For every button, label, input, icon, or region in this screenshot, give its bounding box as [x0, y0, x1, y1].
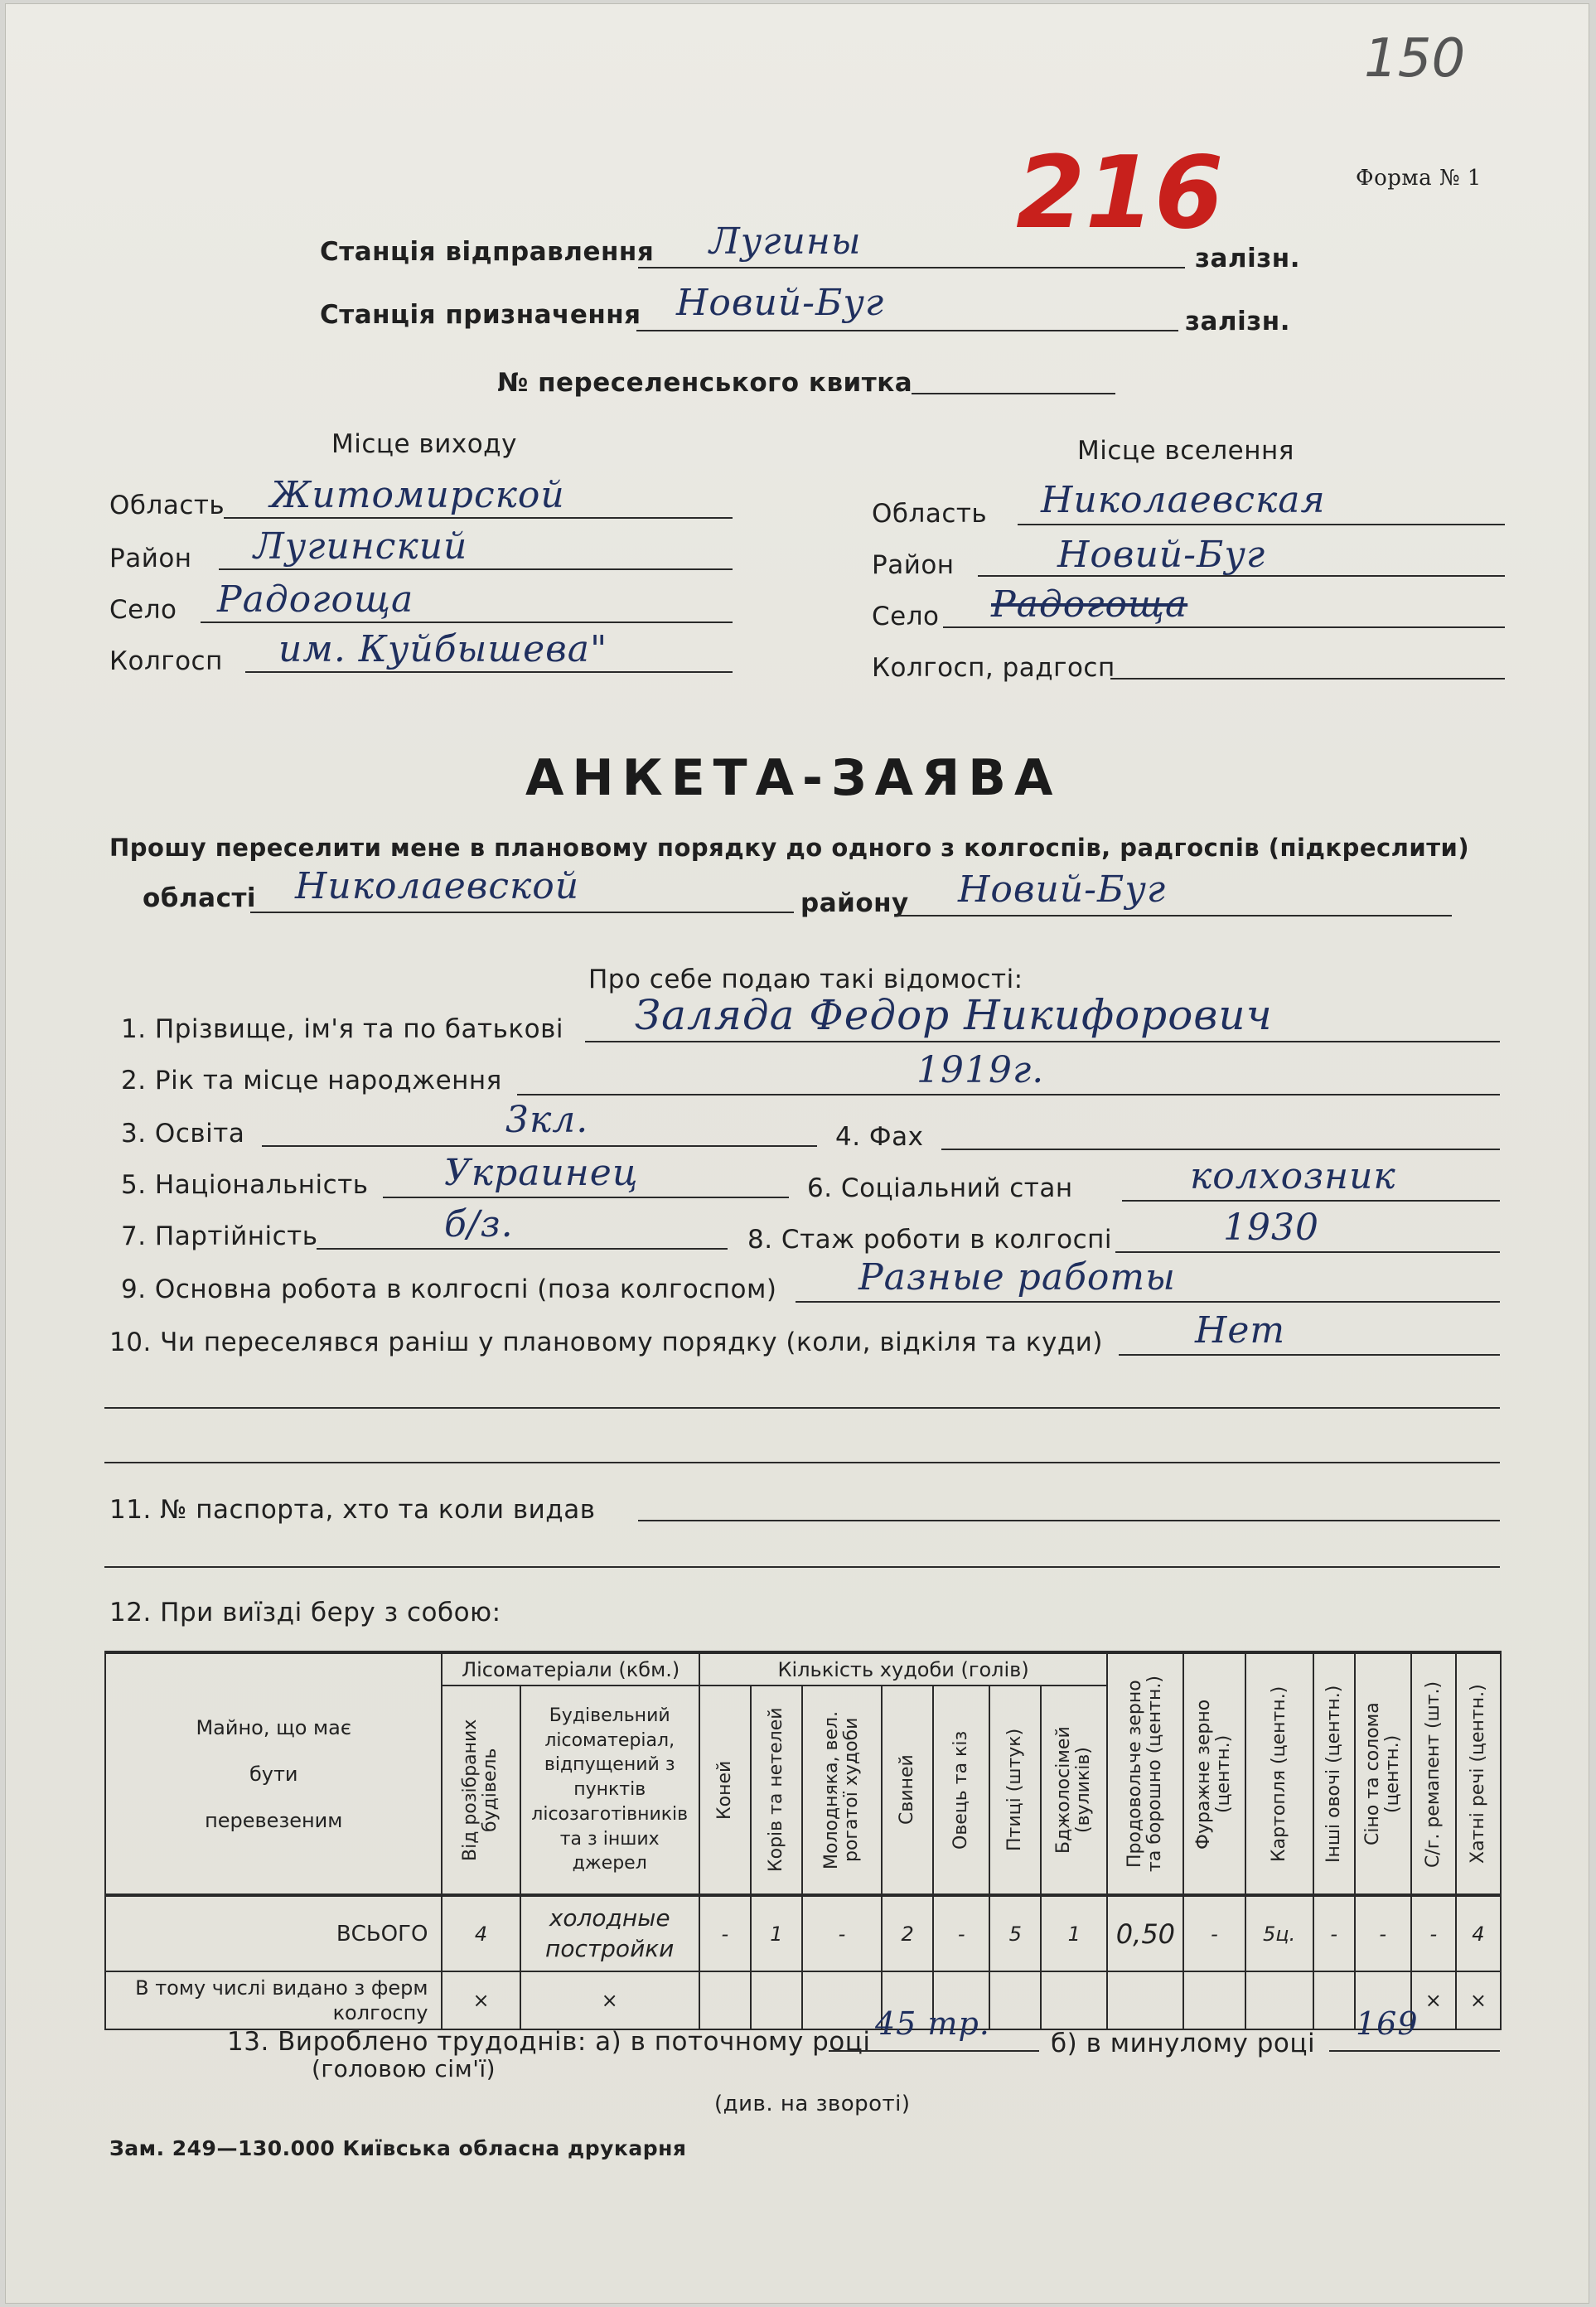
q13-past-value: 169 [1356, 2005, 1419, 2042]
q5-value: Украинец [444, 1152, 639, 1194]
ticket-number-label: № переселенського квитка [497, 368, 913, 398]
about-heading: Про себе подаю такі відомості: [588, 965, 1023, 994]
col-building: Будівельний лісоматеріал, відпущений з пунктів лісозаготівників та з інших джерел [520, 1686, 699, 1895]
red-case-number: 216 [1016, 136, 1224, 251]
form-number-label: Форма № 1 [1356, 166, 1482, 191]
col-hay: Сіно та солома (центн.) [1361, 1702, 1403, 1845]
q3-label: 3. Освіта [121, 1119, 245, 1149]
col-vegetables: Інші овочі (центн.) [1323, 1685, 1344, 1863]
livestock-group-header: Кількість худоби (голів) [699, 1652, 1108, 1686]
property-header-cell: Майно, що має бути перевезеним [105, 1652, 442, 1895]
origin-heading: Місце виходу [331, 429, 517, 459]
table-row-total: ВСЬОГО 4 холодные постройки - 1 - 2 - 5 1 0,50 - 5ц. - - - 4 [105, 1895, 1501, 1971]
q13-label: 13. Вироблено трудоднів: а) в поточному році [227, 2027, 871, 2057]
goods-table [104, 1651, 1502, 2030]
q3-value: 3кл. [505, 1099, 589, 1141]
destination-station-value: Новий-Буг [676, 282, 885, 324]
dest-selo-label: Село [872, 602, 940, 631]
origin-raion-label: Район [109, 544, 192, 573]
q8-value: 1930 [1223, 1207, 1319, 1249]
q7-value: б/з. [444, 1203, 514, 1245]
q4-label: 4. Фах [835, 1122, 924, 1152]
departure-rail-suffix: залізн. [1195, 244, 1300, 273]
departure-station-label: Станція відправлення [320, 237, 655, 267]
col-young: Молодняка, вел. рогатої худоби [820, 1710, 862, 1869]
col-household: Хатні речі (центн.) [1467, 1684, 1488, 1864]
origin-raion-value: Лугинский [254, 525, 468, 568]
q9-label: 9. Основна робота в колгоспі (поза колгоспом) [121, 1274, 777, 1304]
form-sheet [5, 3, 1589, 2304]
dest-raion-value: Новий-Буг [1057, 534, 1266, 576]
col-feed-grain: Фуражне зерно (центн.) [1193, 1698, 1235, 1850]
q13-sub: (головою сім'ї) [312, 2055, 496, 2082]
col-pigs: Свиней [897, 1754, 917, 1826]
printer-imprint: Зам. 249—130.000 Київська обласна друкарня [109, 2136, 687, 2160]
departure-station-value: Лугины [709, 220, 862, 263]
col-food-grain: Продовольче зерно та борошно (центн.) [1124, 1676, 1166, 1872]
origin-oblast-value: Житомирской [270, 474, 565, 516]
origin-oblast-label: Область [109, 491, 225, 520]
dest-kolhosp-label: Колгосп, радгосп [872, 653, 1115, 683]
q11-label: 11. № паспорта, хто та коли видав [109, 1495, 596, 1525]
col-tools: С/г. ремапент (шт.) [1422, 1680, 1444, 1868]
q5-label: 5. Національність [121, 1170, 369, 1200]
q7-label: 7. Партійність [121, 1221, 318, 1251]
q2-value: 1919г. [916, 1049, 1045, 1091]
request-text: Прошу переселити мене в плановому порядку до одного з колгоспів, радгоспів (підкреслити) [109, 834, 1470, 862]
origin-kolhosp-label: Колгосп [109, 646, 223, 676]
q8-label: 8. Стаж роботи в колгоспі [747, 1225, 1113, 1255]
col-sheep: Овець та кіз [950, 1730, 972, 1850]
origin-selo-value: Радогоща [217, 578, 414, 621]
destination-rail-suffix: залізн. [1185, 307, 1290, 336]
col-potatoes: Картопля (центн.) [1268, 1686, 1289, 1862]
q10-label: 10. Чи переселявся раніш у плановому порядку (коли, відкіля та куди) [109, 1328, 1103, 1357]
request-oblast-label: області [143, 883, 257, 913]
origin-selo-label: Село [109, 595, 177, 625]
q12-label: 12. При виїзді беру з собою: [109, 1598, 501, 1627]
destination-heading: Місце вселення [1077, 436, 1294, 466]
q9-value: Разные работы [858, 1256, 1176, 1299]
overleaf-note: (див. на звороті) [714, 2092, 911, 2116]
dest-oblast-value: Николаевская [1041, 479, 1326, 521]
q2-label: 2. Рік та місце народження [121, 1066, 502, 1095]
request-oblast-value: Николаевской [295, 865, 580, 907]
destination-station-label: Станція призначення [320, 300, 641, 330]
q13-current-value: 45 тр. [875, 2005, 990, 2042]
table-row-farm: В тому числі видано з ферм колгоспу × × × × [105, 1971, 1501, 2029]
col-cows: Корів та нетелей [765, 1707, 786, 1873]
q13-past-label: б) в минулому році [1051, 2029, 1316, 2058]
col-demolished: Від розібраних будівель [460, 1719, 501, 1861]
archive-page-number: 150 [1364, 28, 1466, 89]
timber-group-header: Лісоматеріали (кбм.) [442, 1652, 699, 1686]
form-title: АНКЕТА-ЗАЯВА [525, 749, 1062, 807]
q6-label: 6. Соціальний стан [807, 1173, 1073, 1203]
dest-selo-value: Радогоща [991, 583, 1188, 626]
q6-value: колхозник [1190, 1155, 1396, 1197]
col-horses: Коней [713, 1760, 735, 1820]
dest-raion-label: Район [872, 550, 955, 580]
dest-oblast-label: Область [872, 499, 988, 529]
origin-kolhosp-value: им. Куйбышева" [278, 628, 608, 670]
request-raion-value: Новий-Буг [958, 868, 1167, 911]
col-birds: Птиці (штук) [1004, 1728, 1026, 1852]
request-raion-label: району [800, 888, 909, 918]
col-bees: Бджолосімей (вуликів) [1053, 1726, 1095, 1854]
q1-label: 1. Прізвище, ім'я та по батькові [121, 1014, 563, 1044]
q10-value: Нет [1195, 1309, 1286, 1352]
q1-value: Заляда Федор Никифорович [635, 991, 1273, 1039]
